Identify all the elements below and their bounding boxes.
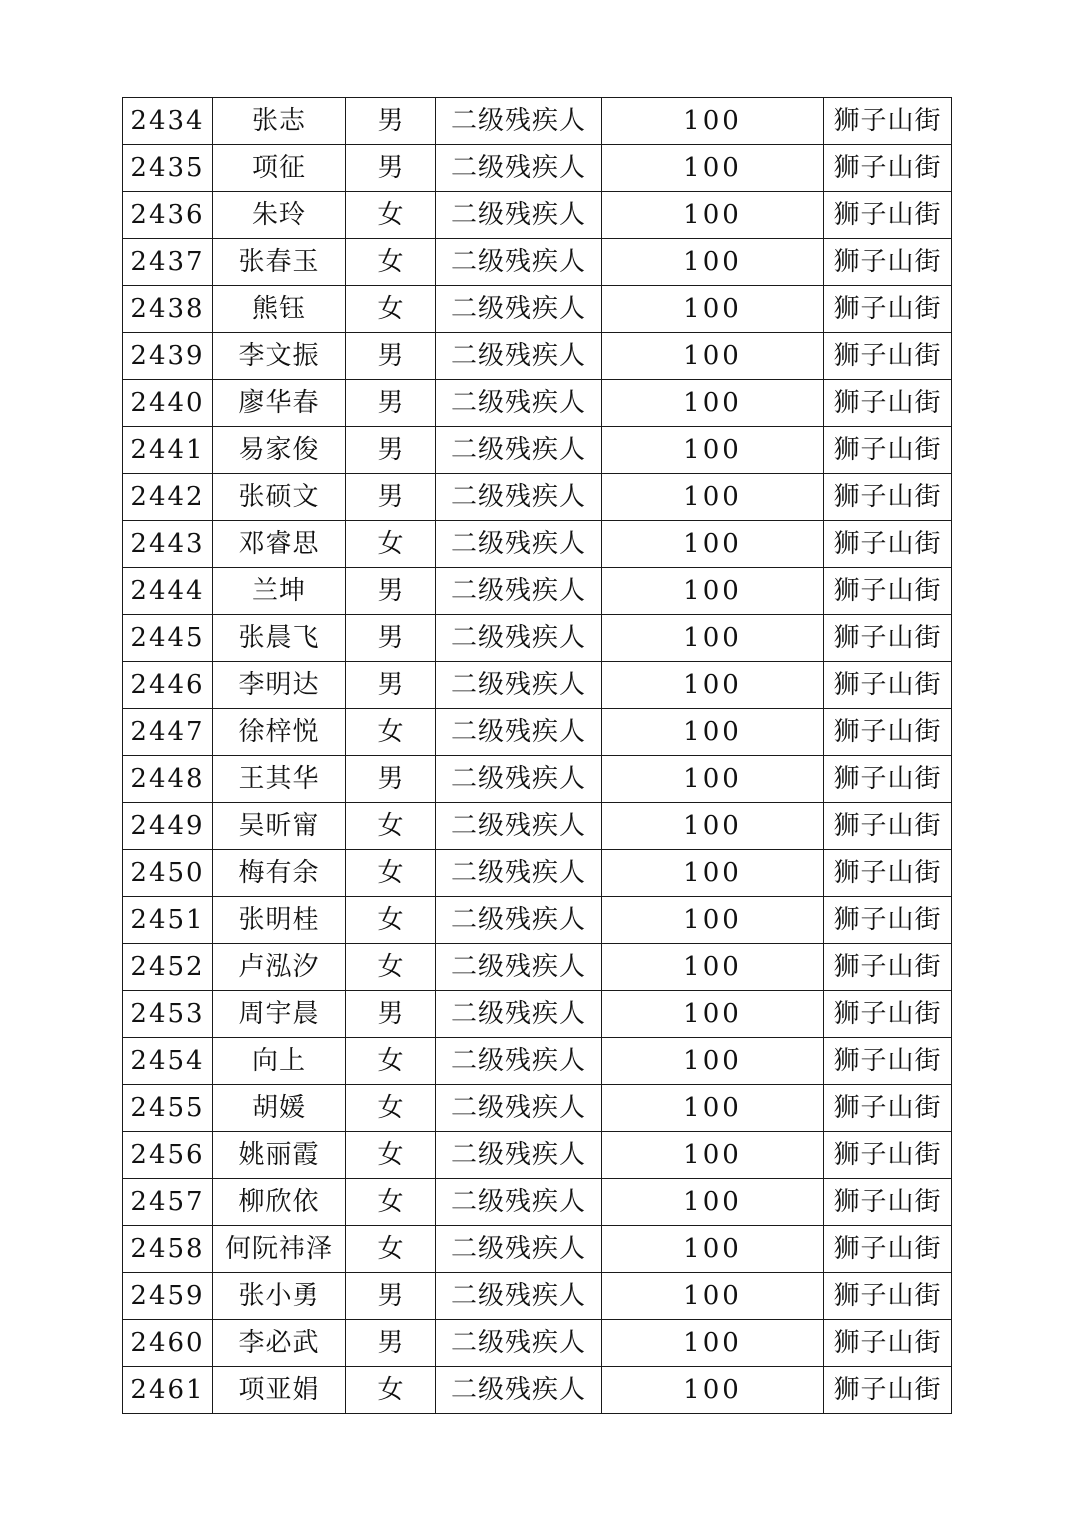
record-number-cell: 2455 bbox=[123, 1085, 213, 1132]
disability-category-cell: 二级残疾人 bbox=[436, 803, 602, 850]
gender-cell: 男 bbox=[346, 615, 436, 662]
street-cell: 狮子山街 bbox=[824, 239, 952, 286]
table-row bbox=[123, 991, 952, 1038]
street-cell: 狮子山街 bbox=[824, 1085, 952, 1132]
street-cell: 狮子山街 bbox=[824, 709, 952, 756]
gender-cell: 女 bbox=[346, 521, 436, 568]
name-cell: 项征 bbox=[213, 145, 346, 192]
name-cell: 卢泓汐 bbox=[213, 944, 346, 991]
name-cell: 梅有余 bbox=[213, 850, 346, 897]
disability-category-cell: 二级残疾人 bbox=[436, 1038, 602, 1085]
amount-cell: 100 bbox=[602, 1085, 824, 1132]
table-row bbox=[123, 1085, 952, 1132]
record-number-cell: 2461 bbox=[123, 1367, 213, 1414]
table-row bbox=[123, 615, 952, 662]
amount-cell: 100 bbox=[602, 1273, 824, 1320]
amount-cell: 100 bbox=[602, 944, 824, 991]
name-cell: 张硕文 bbox=[213, 474, 346, 521]
table-row bbox=[123, 1367, 952, 1414]
name-cell: 李文振 bbox=[213, 333, 346, 380]
record-number-cell: 2451 bbox=[123, 897, 213, 944]
table-row bbox=[123, 286, 952, 333]
record-number-cell: 2450 bbox=[123, 850, 213, 897]
street-cell: 狮子山街 bbox=[824, 803, 952, 850]
amount-cell: 100 bbox=[602, 568, 824, 615]
record-number-cell: 2446 bbox=[123, 662, 213, 709]
table-row bbox=[123, 521, 952, 568]
amount-cell: 100 bbox=[602, 756, 824, 803]
name-cell: 张晨飞 bbox=[213, 615, 346, 662]
disability-category-cell: 二级残疾人 bbox=[436, 1132, 602, 1179]
disability-category-cell: 二级残疾人 bbox=[436, 991, 602, 1038]
gender-cell: 女 bbox=[346, 944, 436, 991]
street-cell: 狮子山街 bbox=[824, 474, 952, 521]
name-cell: 李必武 bbox=[213, 1320, 346, 1367]
name-cell: 朱玲 bbox=[213, 192, 346, 239]
gender-cell: 男 bbox=[346, 380, 436, 427]
disability-category-cell: 二级残疾人 bbox=[436, 333, 602, 380]
table-row bbox=[123, 756, 952, 803]
disability-category-cell: 二级残疾人 bbox=[436, 98, 602, 145]
gender-cell: 女 bbox=[346, 897, 436, 944]
amount-cell: 100 bbox=[602, 662, 824, 709]
name-cell: 姚丽霞 bbox=[213, 1132, 346, 1179]
table-row bbox=[123, 1226, 952, 1273]
table-row bbox=[123, 803, 952, 850]
disability-category-cell: 二级残疾人 bbox=[436, 145, 602, 192]
gender-cell: 男 bbox=[346, 991, 436, 1038]
amount-cell: 100 bbox=[602, 1179, 824, 1226]
amount-cell: 100 bbox=[602, 991, 824, 1038]
name-cell: 廖华春 bbox=[213, 380, 346, 427]
name-cell: 张明桂 bbox=[213, 897, 346, 944]
amount-cell: 100 bbox=[602, 1132, 824, 1179]
street-cell: 狮子山街 bbox=[824, 850, 952, 897]
record-number-cell: 2437 bbox=[123, 239, 213, 286]
street-cell: 狮子山街 bbox=[824, 944, 952, 991]
street-cell: 狮子山街 bbox=[824, 380, 952, 427]
table-row bbox=[123, 568, 952, 615]
amount-cell: 100 bbox=[602, 192, 824, 239]
roster-table bbox=[122, 97, 952, 1414]
table-row bbox=[123, 944, 952, 991]
disability-category-cell: 二级残疾人 bbox=[436, 192, 602, 239]
amount-cell: 100 bbox=[602, 333, 824, 380]
table-row bbox=[123, 427, 952, 474]
roster-table-body bbox=[123, 98, 952, 1414]
disability-category-cell: 二级残疾人 bbox=[436, 662, 602, 709]
disability-category-cell: 二级残疾人 bbox=[436, 1320, 602, 1367]
amount-cell: 100 bbox=[602, 427, 824, 474]
record-number-cell: 2445 bbox=[123, 615, 213, 662]
name-cell: 向上 bbox=[213, 1038, 346, 1085]
record-number-cell: 2439 bbox=[123, 333, 213, 380]
disability-category-cell: 二级残疾人 bbox=[436, 850, 602, 897]
amount-cell: 100 bbox=[602, 850, 824, 897]
table-row bbox=[123, 474, 952, 521]
name-cell: 何阮祎泽 bbox=[213, 1226, 346, 1273]
record-number-cell: 2453 bbox=[123, 991, 213, 1038]
record-number-cell: 2434 bbox=[123, 98, 213, 145]
street-cell: 狮子山街 bbox=[824, 1132, 952, 1179]
record-number-cell: 2441 bbox=[123, 427, 213, 474]
gender-cell: 男 bbox=[346, 145, 436, 192]
street-cell: 狮子山街 bbox=[824, 662, 952, 709]
name-cell: 项亚娟 bbox=[213, 1367, 346, 1414]
gender-cell: 女 bbox=[346, 1179, 436, 1226]
disability-category-cell: 二级残疾人 bbox=[436, 1226, 602, 1273]
amount-cell: 100 bbox=[602, 1038, 824, 1085]
table-row bbox=[123, 1038, 952, 1085]
street-cell: 狮子山街 bbox=[824, 145, 952, 192]
street-cell: 狮子山街 bbox=[824, 98, 952, 145]
record-number-cell: 2435 bbox=[123, 145, 213, 192]
record-number-cell: 2457 bbox=[123, 1179, 213, 1226]
disability-category-cell: 二级残疾人 bbox=[436, 1273, 602, 1320]
amount-cell: 100 bbox=[602, 286, 824, 333]
disability-category-cell: 二级残疾人 bbox=[436, 897, 602, 944]
record-number-cell: 2460 bbox=[123, 1320, 213, 1367]
street-cell: 狮子山街 bbox=[824, 1273, 952, 1320]
street-cell: 狮子山街 bbox=[824, 1038, 952, 1085]
name-cell: 邓睿思 bbox=[213, 521, 346, 568]
gender-cell: 女 bbox=[346, 1226, 436, 1273]
gender-cell: 男 bbox=[346, 568, 436, 615]
gender-cell: 男 bbox=[346, 1273, 436, 1320]
gender-cell: 女 bbox=[346, 286, 436, 333]
street-cell: 狮子山街 bbox=[824, 615, 952, 662]
name-cell: 张志 bbox=[213, 98, 346, 145]
table-row bbox=[123, 662, 952, 709]
table-row bbox=[123, 709, 952, 756]
disability-category-cell: 二级残疾人 bbox=[436, 709, 602, 756]
street-cell: 狮子山街 bbox=[824, 568, 952, 615]
name-cell: 柳欣依 bbox=[213, 1179, 346, 1226]
table-row bbox=[123, 1273, 952, 1320]
gender-cell: 女 bbox=[346, 1367, 436, 1414]
name-cell: 王其华 bbox=[213, 756, 346, 803]
street-cell: 狮子山街 bbox=[824, 1367, 952, 1414]
disability-category-cell: 二级残疾人 bbox=[436, 1085, 602, 1132]
disability-category-cell: 二级残疾人 bbox=[436, 474, 602, 521]
name-cell: 徐梓悦 bbox=[213, 709, 346, 756]
name-cell: 易家俊 bbox=[213, 427, 346, 474]
disability-category-cell: 二级残疾人 bbox=[436, 1367, 602, 1414]
street-cell: 狮子山街 bbox=[824, 1226, 952, 1273]
amount-cell: 100 bbox=[602, 897, 824, 944]
amount-cell: 100 bbox=[602, 1367, 824, 1414]
amount-cell: 100 bbox=[602, 239, 824, 286]
table-row bbox=[123, 239, 952, 286]
street-cell: 狮子山街 bbox=[824, 192, 952, 239]
street-cell: 狮子山街 bbox=[824, 427, 952, 474]
gender-cell: 女 bbox=[346, 803, 436, 850]
gender-cell: 男 bbox=[346, 474, 436, 521]
amount-cell: 100 bbox=[602, 145, 824, 192]
street-cell: 狮子山街 bbox=[824, 991, 952, 1038]
amount-cell: 100 bbox=[602, 615, 824, 662]
name-cell: 张春玉 bbox=[213, 239, 346, 286]
name-cell: 胡媛 bbox=[213, 1085, 346, 1132]
amount-cell: 100 bbox=[602, 1226, 824, 1273]
street-cell: 狮子山街 bbox=[824, 521, 952, 568]
disability-category-cell: 二级残疾人 bbox=[436, 521, 602, 568]
record-number-cell: 2442 bbox=[123, 474, 213, 521]
gender-cell: 男 bbox=[346, 427, 436, 474]
table-row bbox=[123, 1320, 952, 1367]
amount-cell: 100 bbox=[602, 521, 824, 568]
street-cell: 狮子山街 bbox=[824, 286, 952, 333]
name-cell: 兰坤 bbox=[213, 568, 346, 615]
name-cell: 周宇晨 bbox=[213, 991, 346, 1038]
name-cell: 张小勇 bbox=[213, 1273, 346, 1320]
table-row bbox=[123, 192, 952, 239]
gender-cell: 女 bbox=[346, 850, 436, 897]
record-number-cell: 2456 bbox=[123, 1132, 213, 1179]
record-number-cell: 2459 bbox=[123, 1273, 213, 1320]
disability-category-cell: 二级残疾人 bbox=[436, 286, 602, 333]
record-number-cell: 2447 bbox=[123, 709, 213, 756]
disability-category-cell: 二级残疾人 bbox=[436, 756, 602, 803]
gender-cell: 女 bbox=[346, 239, 436, 286]
table-row bbox=[123, 1132, 952, 1179]
record-number-cell: 2458 bbox=[123, 1226, 213, 1273]
table-row bbox=[123, 850, 952, 897]
record-number-cell: 2438 bbox=[123, 286, 213, 333]
gender-cell: 女 bbox=[346, 1038, 436, 1085]
gender-cell: 女 bbox=[346, 1132, 436, 1179]
disability-category-cell: 二级残疾人 bbox=[436, 239, 602, 286]
gender-cell: 男 bbox=[346, 756, 436, 803]
gender-cell: 女 bbox=[346, 709, 436, 756]
name-cell: 李明达 bbox=[213, 662, 346, 709]
amount-cell: 100 bbox=[602, 98, 824, 145]
amount-cell: 100 bbox=[602, 803, 824, 850]
gender-cell: 女 bbox=[346, 192, 436, 239]
disability-category-cell: 二级残疾人 bbox=[436, 568, 602, 615]
disability-category-cell: 二级残疾人 bbox=[436, 944, 602, 991]
street-cell: 狮子山街 bbox=[824, 1179, 952, 1226]
record-number-cell: 2436 bbox=[123, 192, 213, 239]
record-number-cell: 2444 bbox=[123, 568, 213, 615]
amount-cell: 100 bbox=[602, 709, 824, 756]
table-row bbox=[123, 380, 952, 427]
amount-cell: 100 bbox=[602, 380, 824, 427]
name-cell: 吴昕甯 bbox=[213, 803, 346, 850]
record-number-cell: 2443 bbox=[123, 521, 213, 568]
table-row bbox=[123, 98, 952, 145]
table-row bbox=[123, 145, 952, 192]
disability-category-cell: 二级残疾人 bbox=[436, 1179, 602, 1226]
gender-cell: 男 bbox=[346, 662, 436, 709]
street-cell: 狮子山街 bbox=[824, 756, 952, 803]
amount-cell: 100 bbox=[602, 474, 824, 521]
gender-cell: 男 bbox=[346, 333, 436, 380]
gender-cell: 女 bbox=[346, 1085, 436, 1132]
record-number-cell: 2440 bbox=[123, 380, 213, 427]
table-row bbox=[123, 897, 952, 944]
record-number-cell: 2452 bbox=[123, 944, 213, 991]
street-cell: 狮子山街 bbox=[824, 1320, 952, 1367]
disability-category-cell: 二级残疾人 bbox=[436, 615, 602, 662]
gender-cell: 男 bbox=[346, 98, 436, 145]
record-number-cell: 2448 bbox=[123, 756, 213, 803]
table-row bbox=[123, 333, 952, 380]
name-cell: 熊钰 bbox=[213, 286, 346, 333]
record-number-cell: 2449 bbox=[123, 803, 213, 850]
record-number-cell: 2454 bbox=[123, 1038, 213, 1085]
street-cell: 狮子山街 bbox=[824, 333, 952, 380]
gender-cell: 男 bbox=[346, 1320, 436, 1367]
street-cell: 狮子山街 bbox=[824, 897, 952, 944]
amount-cell: 100 bbox=[602, 1320, 824, 1367]
disability-category-cell: 二级残疾人 bbox=[436, 380, 602, 427]
table-row bbox=[123, 1179, 952, 1226]
disability-category-cell: 二级残疾人 bbox=[436, 427, 602, 474]
